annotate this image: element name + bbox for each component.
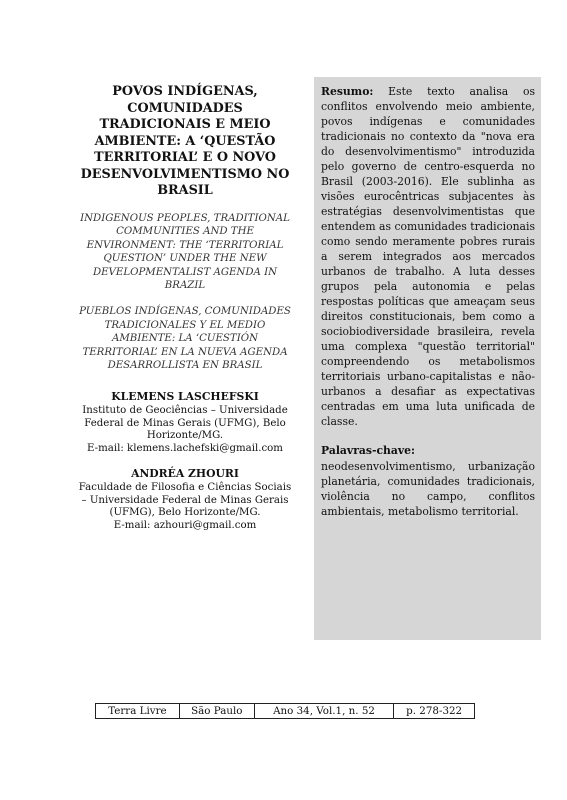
abstract-label: Resumo: [321, 85, 374, 98]
citation-row [96, 704, 475, 719]
abstract-text: Este texto analisa os conflitos envolvendo meio ambiente, povos indígenas e comunidades tradicionais no contexto da "nova era do desenvolvimentismo" introduzida pelo governo de centro-esquerda no Brasil (2003-2016). Ele sublinha as visões eurocêntricas subjacentes às estratégias desenvolvimentistas que entendem as comunidades tradicionais como sendo meramente pobres rurais a serem integrados aos mercados urbanos de trabalho. A luta desses grupos pela autonomia e pelas respostas políticas que ameaçam seus direitos constitucionais, bem como a sociobiodiversidade brasileira, revela uma complexa "questão territorial" compreendendo os metabolismos territoriais urbano-capitalistas e não-urbanos a desafiar as expectativas centradas em uma luta unificada de classe. [321, 85, 535, 428]
abstract-paragraph [321, 84, 535, 429]
author-block [78, 468, 292, 533]
author-affiliation: Instituto de Geociências – Universidade Federal de Minas Gerais (UFMG), Belo Horizonte/MG. [82, 404, 288, 442]
journal-volume: Ano 34, Vol.1, n. 52 [254, 704, 394, 719]
author-name: ANDRÉA ZHOURI [131, 467, 239, 481]
author-block [78, 391, 292, 456]
abstract-box [314, 77, 541, 640]
citation-footer [95, 703, 475, 719]
title-block [78, 84, 292, 533]
journal-city: São Paulo [179, 704, 254, 719]
article-title-spanish: PUEBLOS INDÍGENAS, COMUNIDADES TRADICIONALES Y EL MEDIO AMBIENTE: LA ‘CUESTIÓN TERRITORIAL’ EN LA NUEVA AGENDA DESARROLLISTA EN BRASIL [79, 306, 291, 372]
journal-name: Terra Livre [96, 704, 180, 719]
author-email[interactable]: E-mail: azhouri@gmail.com [113, 520, 257, 532]
article-title: POVOS INDÍGENAS, COMUNIDADES TRADICIONAIS E MEIO AMBIENTE: A ‘QUESTÃO TERRITORIAL’ E O NOVO DESENVOLVIMENTISMO NO BRASIL [80, 84, 290, 198]
author-email[interactable]: E-mail: klemens.lachefski@gmail.com [87, 443, 283, 455]
keywords-label: Palavras-chave: [321, 444, 415, 457]
page-range: p. 278-322 [394, 704, 475, 719]
article-title-english: INDIGENOUS PEOPLES, TRADITIONAL COMMUNITIES AND THE ENVIRONMENT: THE ‘TERRITORIAL QUESTION’ UNDER THE NEW DEVELOPMENTALIST AGENDA IN BRAZIL [80, 212, 290, 292]
author-name: KLEMENS LASCHEFSKI [111, 390, 259, 404]
author-affiliation: Faculdade de Filosofia e Ciências Sociais – Universidade Federal de Minas Gerais (UFMG), Belo Horizonte/MG. [78, 481, 292, 519]
keywords-text: neodesenvolvimentismo, urbanização planetária, comunidades tradicionais, violência no campo, conflitos ambientais, metabolismo territorial. [321, 460, 535, 518]
